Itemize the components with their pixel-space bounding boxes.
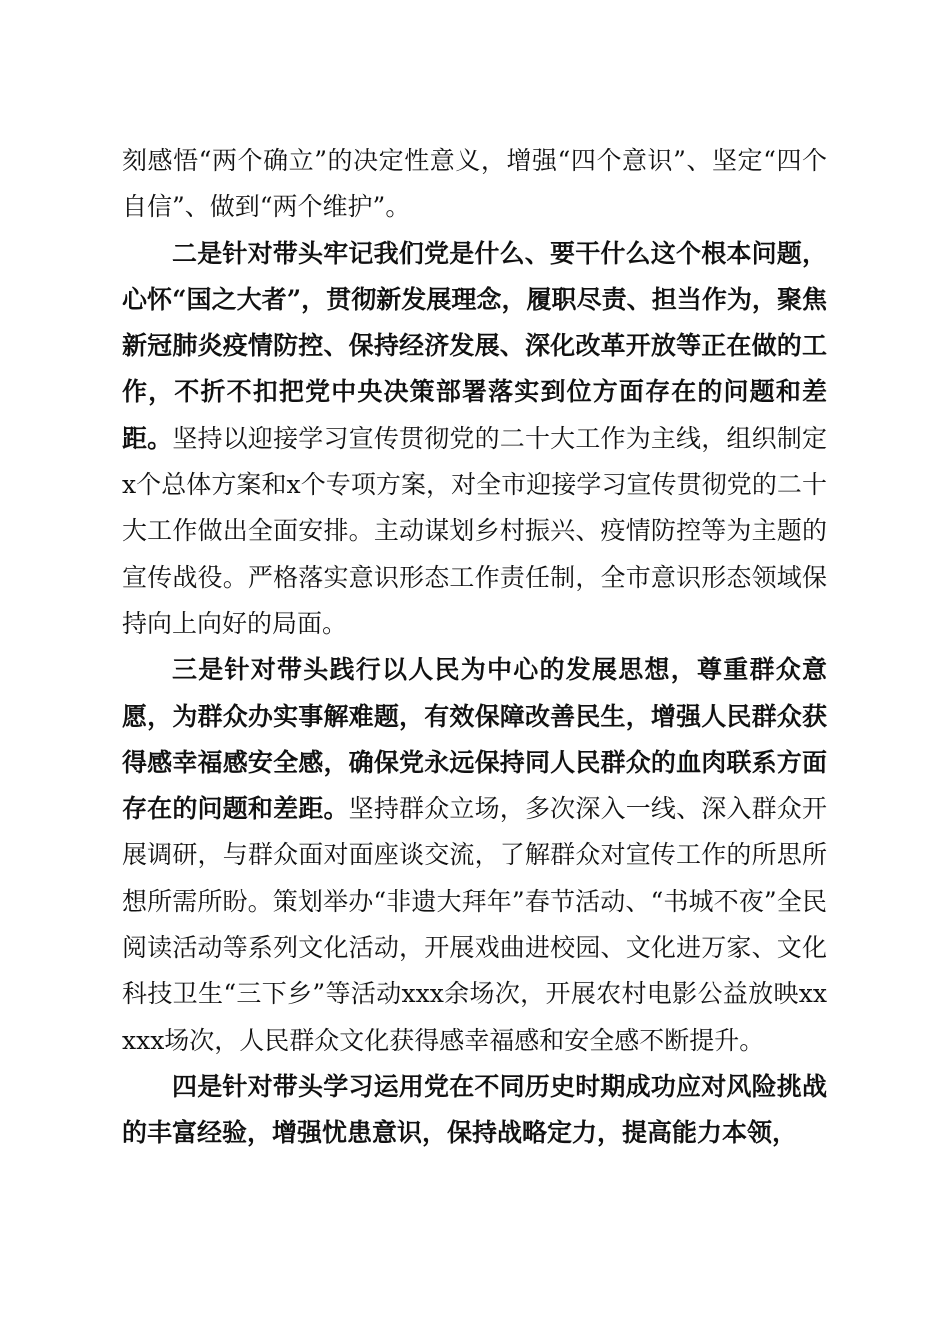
paragraph-point-two xyxy=(122,231,827,648)
paragraph-lead: 二是针对带头牢记我们党是什么、要干什么这个根本问题，心怀“国之大者”，贯彻新发展理念，履职尽责、担当作为，聚焦新冠肺炎疫情防控、保持经济发展、深化改革开放等正在做的工作，不折不扣把党中央决策部署落实到位方面存在的问题和差距。 xyxy=(122,238,827,453)
paragraph-point-four xyxy=(122,1064,827,1157)
paragraph-text: 刻感悟“两个确立”的决定性意义，增强“四个意识”、坚定“四个自信”、做到“两个维护”。 xyxy=(122,146,827,222)
paragraph-text: 坚持群众立场，多次深入一线、深入群众开展调研，与群众面对面座谈交流，了解群众对宣传工作的所思所想所需所盼。策划举办“非遗大拜年”春节活动、“书城不夜”全民阅读活动等系列文化活动，开展戏曲进校园、文化进万家、文化科技卫生“三下乡”等活动xxx余场次，开展农村电影公益放映xxxxx场次，人民群众文化获得感幸福感和安全感不断提升。 xyxy=(122,794,827,1055)
document-body xyxy=(122,138,827,1157)
paragraph-continuation xyxy=(122,138,827,231)
paragraph-lead: 四是针对带头学习运用党在不同历史时期成功应对风险挑战的丰富经验，增强忧患意识，保持战略定力，提高能力本领， xyxy=(122,1071,827,1148)
paragraph-point-three xyxy=(122,647,827,1064)
paragraph-text: 坚持以迎接学习宣传贯彻党的二十大工作为主线，组织制定x个总体方案和x个专项方案，对全市迎接学习宣传贯彻党的二十大工作做出全面安排。主动谋划乡村振兴、疫情防控等为主题的宣传战役。严格落实意识形态工作责任制，全市意识形态领域保持向上向好的局面。 xyxy=(122,423,827,638)
paragraph-lead: 三是针对带头践行以人民为中心的发展思想，尊重群众意愿，为群众办实事解难题，有效保障改善民生，增强人民群众获得感幸福感安全感，确保党永远保持同人民群众的血肉联系方面存在的问题和差距。 xyxy=(122,655,827,824)
